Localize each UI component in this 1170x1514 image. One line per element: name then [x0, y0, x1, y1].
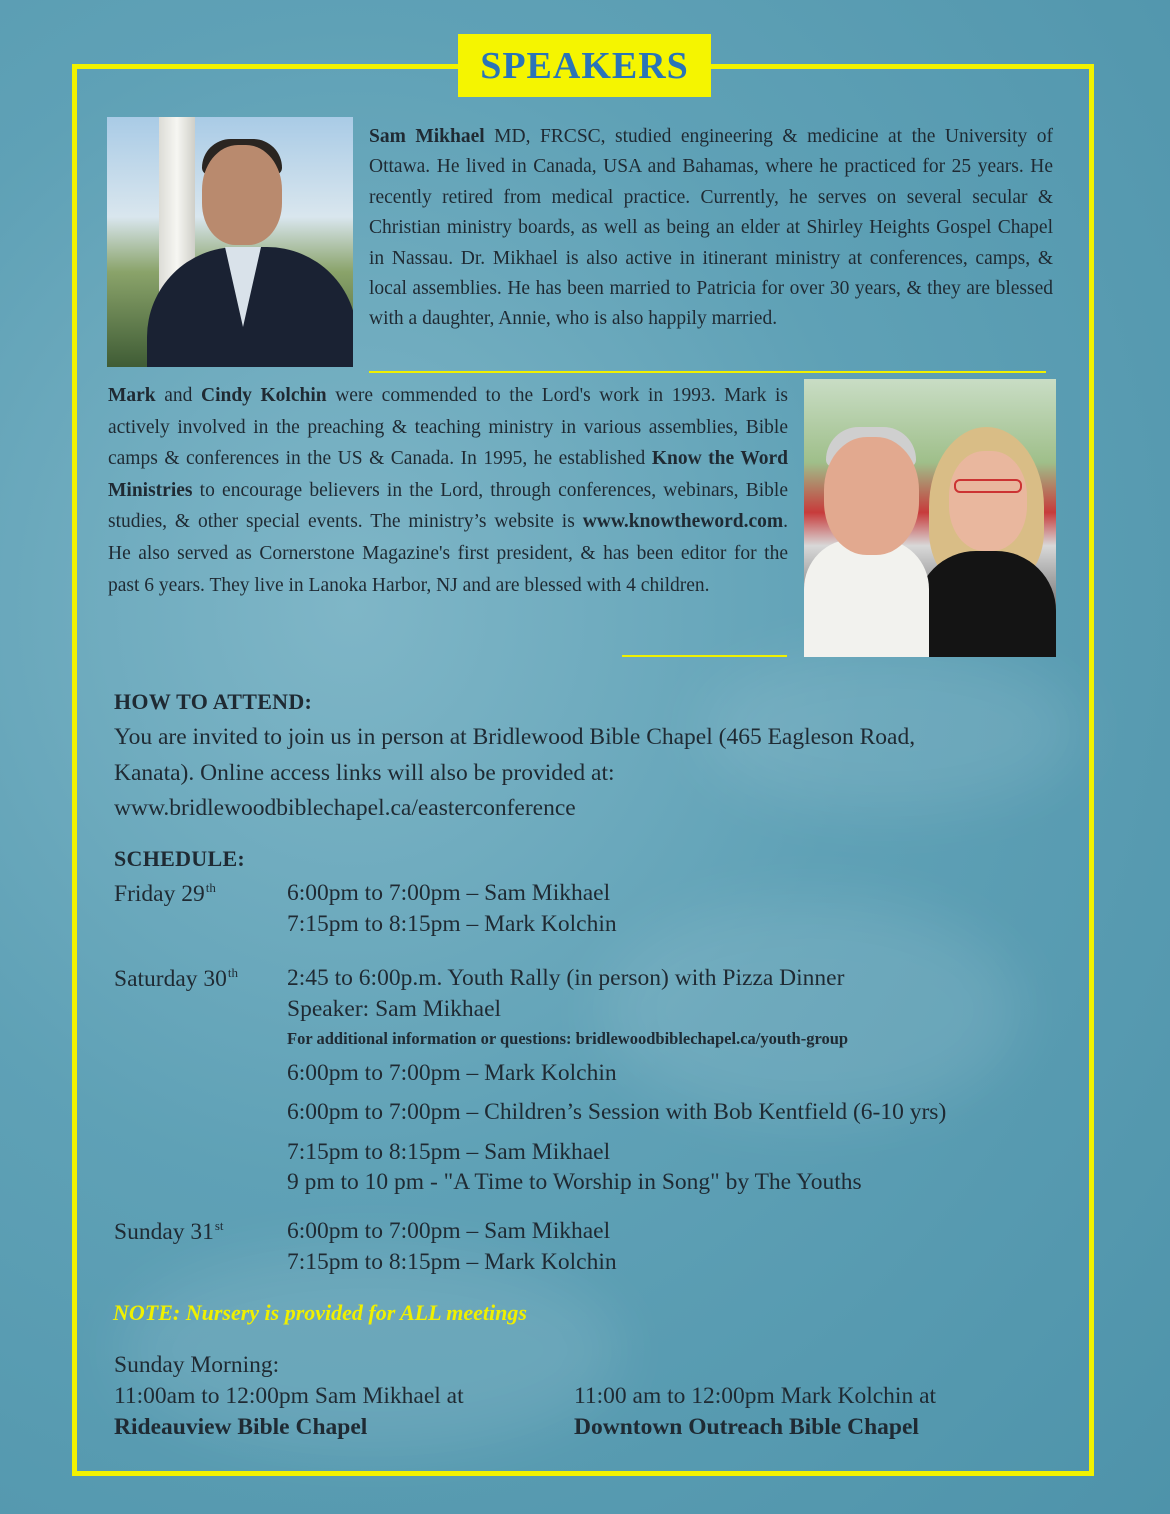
saturday-event-3: 6:00pm to 7:00pm – Mark Kolchin: [287, 1060, 617, 1086]
kolchin-name-mark: Mark: [108, 385, 156, 406]
sam-bio: [369, 122, 1053, 335]
sam-name: Sam Mikhael: [369, 126, 485, 147]
sunday-label: Sunday 31st: [114, 1218, 224, 1245]
schedule-heading: SCHEDULE:: [114, 846, 246, 871]
friday-event-1: 6:00pm to 7:00pm – Sam Mikhael: [287, 880, 611, 906]
saturday-event-2: Speaker: Sam Mikhael: [287, 996, 502, 1022]
sunday-morning-left-place: Rideauview Bible Chapel: [114, 1414, 368, 1440]
divider: [622, 655, 787, 657]
sunday-morning-left-time: 11:00am to 12:00pm Sam Mikhael at: [114, 1383, 464, 1409]
friday-label: Friday 29th: [114, 880, 216, 907]
attend-line-2: Kanata). Online access links will also be provided at:: [114, 760, 615, 786]
kolchin-website-link[interactable]: www.knowtheword.com: [582, 511, 784, 533]
sam-mikhael-photo: [107, 117, 353, 367]
sunday-morning-right-time: 11:00 am to 12:00pm Mark Kolchin at: [574, 1383, 937, 1409]
sunday-morning-right-place: Downtown Outreach Bible Chapel: [574, 1414, 919, 1440]
kolchin-bio: [108, 380, 788, 601]
sunday-event-2: 7:15pm to 8:15pm – Mark Kolchin: [287, 1249, 617, 1275]
kolchin-name-cindy: Cindy Kolchin: [200, 385, 327, 406]
sam-bio-text: MD, FRCSC, studied engineering & medicine at the University of Ottawa. He lived in Canada, USA and Bahamas, where he practiced for 25 years. He recently retired from medical practice. Currently, he serves on several secular & Christian ministry boards, as well as being an elder at Shirley Heights Gospel Chapel in Nassau. Dr. Mikhael is also active in itinerant ministry at conferences, camps, & local assemblies. He has been married to Patricia for over 30 years, & they are blessed with a daughter, Annie, who is also happily married.: [369, 126, 1053, 330]
saturday-event-5: 7:15pm to 8:15pm – Sam Mikhael: [287, 1139, 611, 1165]
title-box: [458, 34, 711, 97]
attend-url-link[interactable]: www.bridlewoodbiblechapel.ca/easterconference: [114, 795, 576, 821]
kolchin-bio-a: were commended to the Lord's work in 1993. Mark is actively involved in the preaching & teaching ministry in various assemblies, Bible camps & conferences in the US & Canada. In 1995, he established: [108, 385, 788, 470]
saturday-event-4: 6:00pm to 7:00pm – Children’s Session with Bob Kentfield (6-10 yrs): [287, 1099, 947, 1125]
page-title: SPEAKERS: [480, 44, 689, 87]
nursery-note: NOTE: Nursery is provided for ALL meetings: [113, 1300, 527, 1325]
friday-event-2: 7:15pm to 8:15pm – Mark Kolchin: [287, 911, 617, 937]
saturday-label: Saturday 30th: [114, 965, 239, 992]
saturday-event-1: 2:45 to 6:00p.m. Youth Rally (in person) with Pizza Dinner: [287, 965, 845, 991]
attend-heading: HOW TO ATTEND:: [114, 689, 313, 714]
kolchin-ministry: Know the Word Ministries: [108, 448, 788, 501]
attend-line-1: You are invited to join us in person at Bridlewood Bible Chapel (465 Eagleson Road,: [114, 724, 916, 750]
sunday-event-1: 6:00pm to 7:00pm – Sam Mikhael: [287, 1218, 611, 1244]
sunday-morning-heading: Sunday Morning:: [114, 1352, 280, 1378]
kolchin-and: and: [155, 385, 201, 406]
divider: [369, 371, 1046, 373]
kolchin-photo: [804, 379, 1056, 657]
saturday-event-6: 9 pm to 10 pm - "A Time to Worship in Song" by The Youths: [287, 1169, 862, 1195]
saturday-info: For additional information or questions: bridlewoodbiblechapel.ca/youth-group: [287, 1029, 849, 1048]
kolchin-bio-c: . He also served as Cornerstone Magazine's first president, & has been editor for the past 6 years. They live in Lanoka Harbor, NJ and are blessed with 4 children.: [108, 511, 788, 596]
kolchin-bio-b: to encourage believers in the Lord, through conferences, webinars, Bible studies, & other special events. The ministry’s website is: [108, 479, 788, 533]
